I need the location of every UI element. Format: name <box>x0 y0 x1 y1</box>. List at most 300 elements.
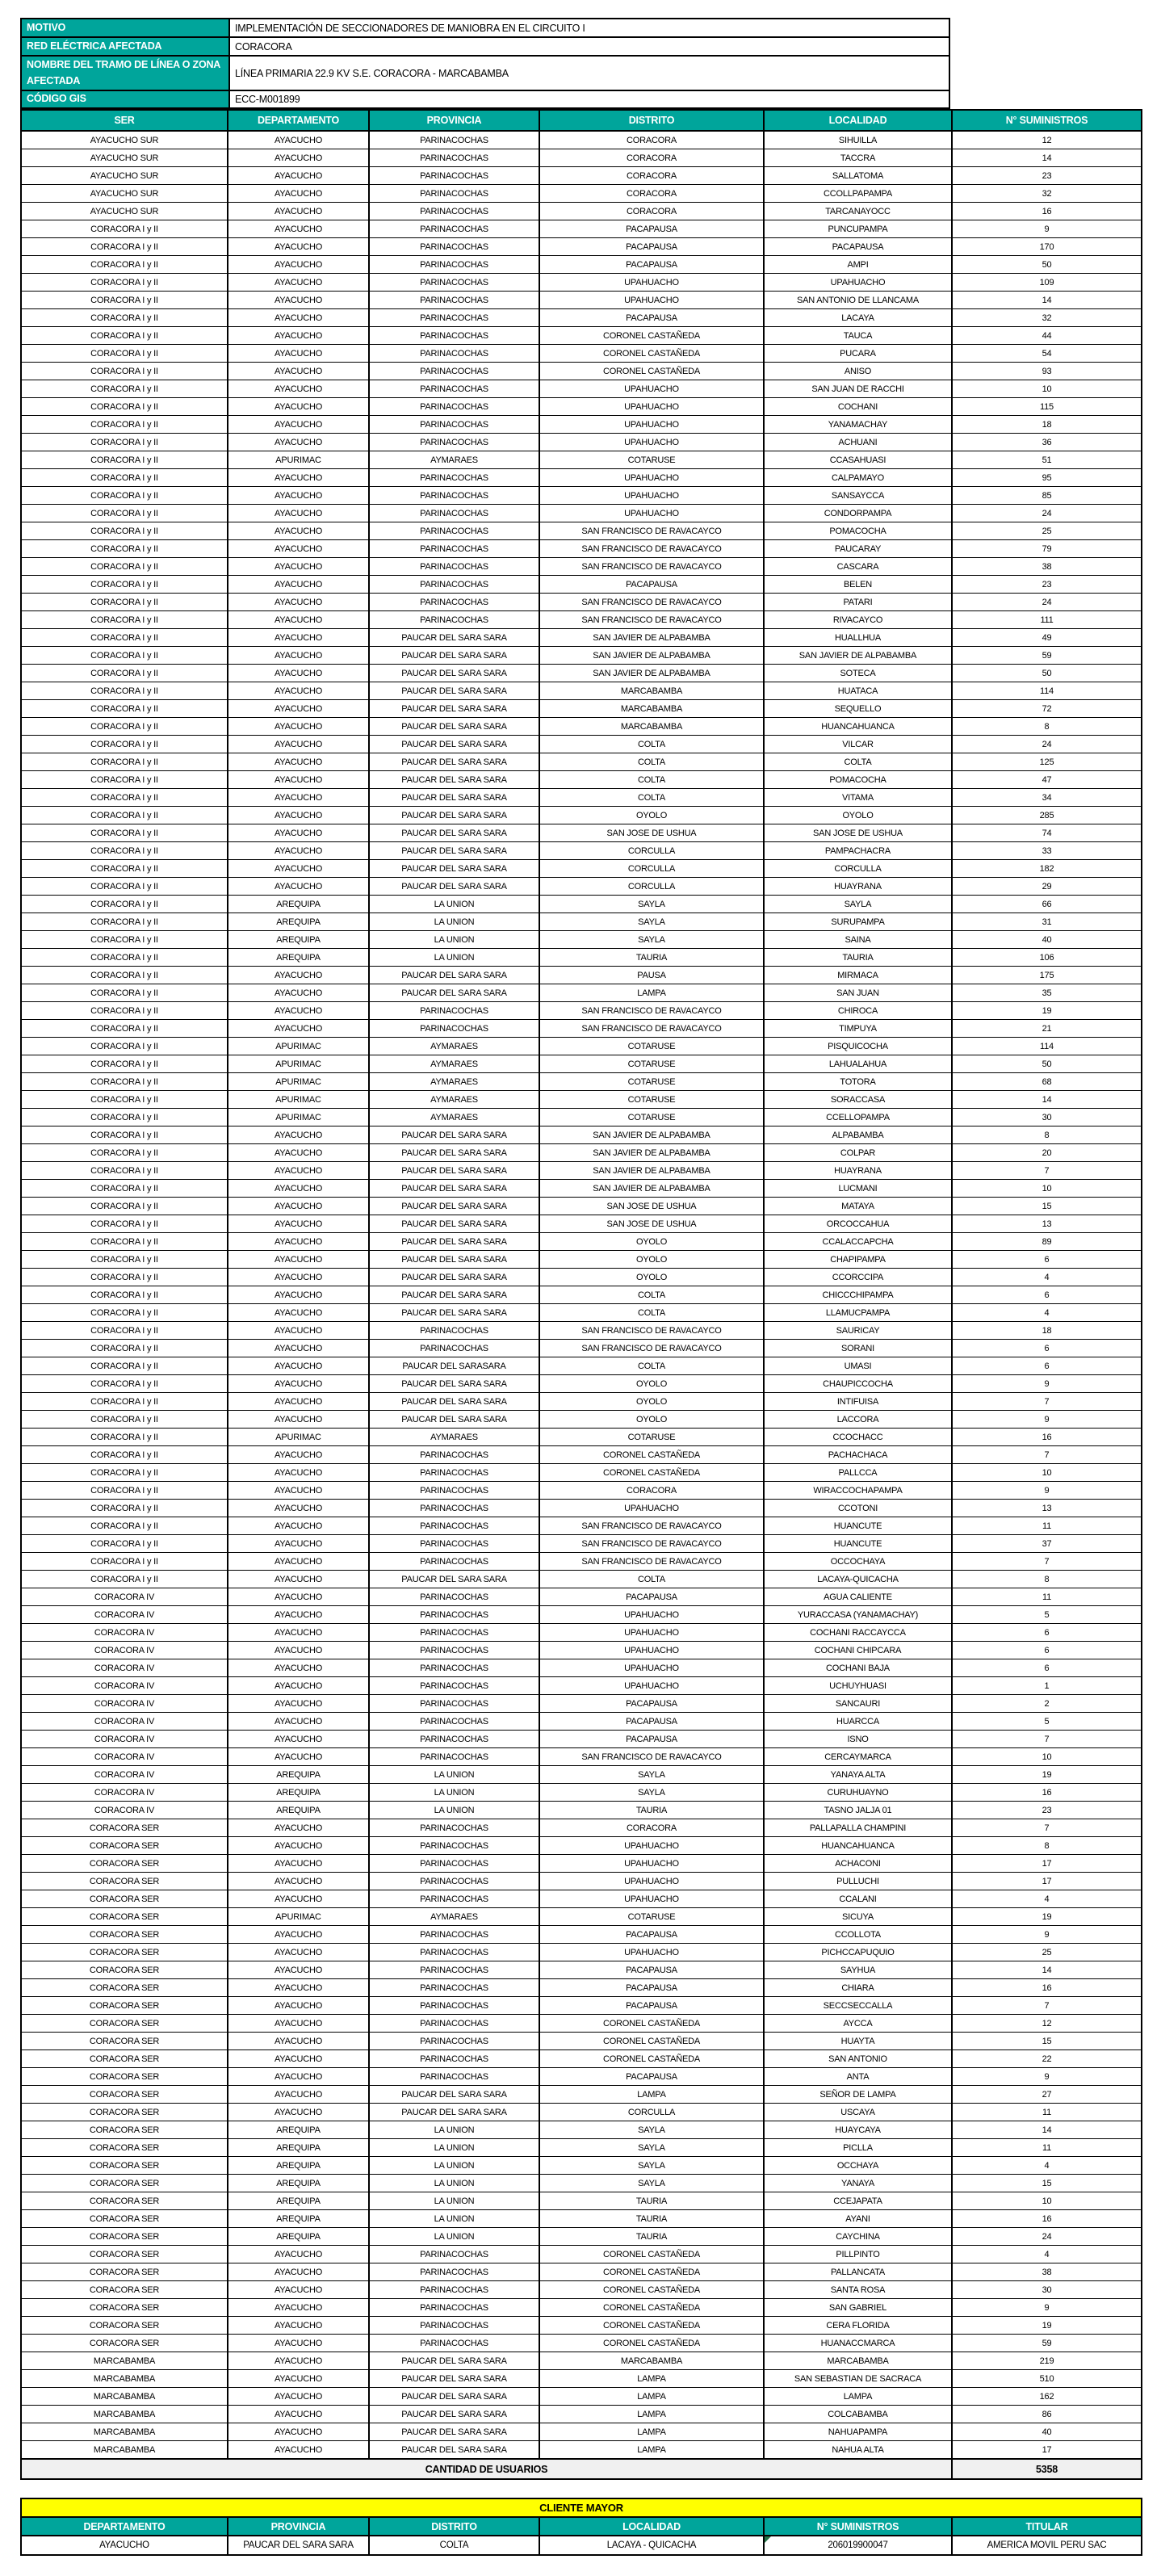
table-row <box>21 2406 1142 2423</box>
table-cell: 17 <box>952 1873 1142 1890</box>
table-cell: SAN JAVIER DE ALPABAMBA <box>539 629 764 647</box>
table-cell: AYACUCHO <box>228 149 369 167</box>
table-cell: AYACUCHO <box>228 1375 369 1393</box>
table-cell: CORACORA I y II <box>21 1073 228 1091</box>
table-cell: CORACORA I y II <box>21 1251 228 1269</box>
table-cell: CORACORA I y II <box>21 931 228 949</box>
table-cell: ANTA <box>764 2068 952 2086</box>
table-cell: CORACORA SER <box>21 2033 228 2050</box>
table-cell: 7 <box>952 1731 1142 1748</box>
table-cell: PARINACOCHAS <box>369 1446 539 1464</box>
table-cell: CORONEL CASTAÑEDA <box>539 2317 764 2335</box>
table-cell: 30 <box>952 2281 1142 2299</box>
table-cell: AYACUCHO <box>228 2406 369 2423</box>
table-cell: PARINACOCHAS <box>369 363 539 380</box>
table-cell: CCALANI <box>764 1890 952 1908</box>
table-cell: AYACUCHO <box>228 1340 369 1357</box>
table-cell: SAN ANTONIO <box>764 2050 952 2068</box>
table-cell: 44 <box>952 327 1142 345</box>
table-cell: 22 <box>952 2050 1142 2068</box>
info-value: ECC-M001899 <box>229 90 949 108</box>
table-cell: AYACUCHO <box>228 1659 369 1677</box>
table-cell: AREQUIPA <box>228 2121 369 2139</box>
table-cell: OYOLO <box>539 1411 764 1429</box>
table-row <box>21 1144 1142 1162</box>
cliente-mayor-cell: LACAYA - QUICACHA <box>539 2536 764 2555</box>
table-cell: AYACUCHO <box>228 1890 369 1908</box>
table-cell: CORACORA I y II <box>21 1517 228 1535</box>
table-row <box>21 1517 1142 1535</box>
table-cell: AREQUIPA <box>228 2210 369 2228</box>
table-cell: CORACORA I y II <box>21 1464 228 1482</box>
table-cell: LA UNION <box>369 2121 539 2139</box>
table-cell: PARINACOCHAS <box>369 1517 539 1535</box>
table-cell: PARINACOCHAS <box>369 1873 539 1890</box>
table-cell: 13 <box>952 1500 1142 1517</box>
table-cell: CORACORA I y II <box>21 1162 228 1180</box>
table-cell: SAYLA <box>539 896 764 913</box>
table-cell: PARINACOCHAS <box>369 256 539 274</box>
table-cell: AYANI <box>764 2210 952 2228</box>
table-cell: PAUCAR DEL SARA SARA <box>369 967 539 984</box>
table-cell: AREQUIPA <box>228 2192 369 2210</box>
table-cell: AREQUIPA <box>228 2175 369 2192</box>
table-cell: BELEN <box>764 576 952 594</box>
table-cell: SEÑOR DE LAMPA <box>764 2086 952 2104</box>
table-cell: PARINACOCHAS <box>369 1606 539 1624</box>
table-cell: SAN FRANCISCO DE RAVACAYCO <box>539 1340 764 1357</box>
table-cell: TACCRA <box>764 149 952 167</box>
table-cell: 2 <box>952 1695 1142 1713</box>
table-cell: CORACORA SER <box>21 1908 228 1926</box>
table-cell: PARINACOCHAS <box>369 1819 539 1837</box>
table-row <box>21 398 1142 416</box>
table-cell: SAN JUAN DE RACCHI <box>764 380 952 398</box>
table-row <box>21 1713 1142 1731</box>
table-cell: 11 <box>952 1588 1142 1606</box>
table-cell: PAUCAR DEL SARA SARA <box>369 1571 539 1588</box>
table-cell: 510 <box>952 2370 1142 2388</box>
table-cell: AYACUCHO <box>228 1126 369 1144</box>
table-cell: PACAPAUSA <box>539 2068 764 2086</box>
table-cell: HUALLHUA <box>764 629 952 647</box>
table-cell: AYACUCHO <box>228 824 369 842</box>
table-cell: CORACORA I y II <box>21 1198 228 1215</box>
table-cell: 170 <box>952 238 1142 256</box>
table-cell: COTARUSE <box>539 1038 764 1055</box>
table-cell: CORACORA IV <box>21 1624 228 1642</box>
table-cell: AYACUCHO <box>228 718 369 736</box>
table-cell: PAUCARAY <box>764 540 952 558</box>
table-cell: AYACUCHO <box>228 1304 369 1322</box>
table-cell: CORACORA SER <box>21 2175 228 2192</box>
info-value: IMPLEMENTACIÓN DE SECCIONADORES DE MANIOBRA EN EL CIRCUITO I <box>229 19 949 37</box>
table-row <box>21 931 1142 949</box>
table-cell: CAYCHINA <box>764 2228 952 2246</box>
table-cell: PACAPAUSA <box>539 1997 764 2015</box>
table-cell: LA UNION <box>369 949 539 967</box>
table-cell: AYACUCHO <box>228 878 369 896</box>
table-cell: AYACUCHO <box>228 220 369 238</box>
table-cell: HUAYTA <box>764 2033 952 2050</box>
table-row <box>21 647 1142 665</box>
table-cell: CORACORA I y II <box>21 1215 228 1233</box>
table-cell: ACHACONI <box>764 1855 952 1873</box>
table-row <box>21 807 1142 824</box>
table-row <box>21 1553 1142 1571</box>
table-cell: 19 <box>952 1766 1142 1784</box>
table-cell: CORACORA <box>539 149 764 167</box>
table-cell: CORACORA I y II <box>21 540 228 558</box>
table-cell: AYACUCHO <box>228 2104 369 2121</box>
table-cell: PACAPAUSA <box>539 576 764 594</box>
table-cell: AYACUCHO <box>228 1322 369 1340</box>
table-cell: CORACORA SER <box>21 2121 228 2139</box>
table-cell: SAN FRANCISCO DE RAVACAYCO <box>539 594 764 611</box>
table-cell: AREQUIPA <box>228 1784 369 1802</box>
table-cell: SAN JAVIER DE ALPABAMBA <box>539 665 764 682</box>
table-cell: AYACUCHO <box>228 1819 369 1837</box>
table-cell: CORACORA I y II <box>21 1180 228 1198</box>
table-cell: CORACORA I y II <box>21 1571 228 1588</box>
table-cell: PACAPAUSA <box>764 238 952 256</box>
table-row <box>21 1624 1142 1642</box>
table-cell: PARINACOCHAS <box>369 469 539 487</box>
table-cell: PARINACOCHAS <box>369 1997 539 2015</box>
table-cell: PARINACOCHAS <box>369 203 539 220</box>
table-cell: CORACORA I y II <box>21 1109 228 1126</box>
table-cell: 114 <box>952 682 1142 700</box>
table-cell: PACAPAUSA <box>539 1713 764 1731</box>
table-cell: PACAPAUSA <box>539 1961 764 1979</box>
table-row <box>21 220 1142 238</box>
table-cell: CORACORA IV <box>21 1802 228 1819</box>
table-cell: AYMARAES <box>369 451 539 469</box>
table-cell: PARINACOCHAS <box>369 1500 539 1517</box>
column-header: DISTRITO <box>369 2517 539 2536</box>
table-cell: PARINACOCHAS <box>369 2335 539 2352</box>
table-cell: MARCABAMBA <box>21 2423 228 2441</box>
table-cell: MATAYA <box>764 1198 952 1215</box>
table-cell: CORACORA I y II <box>21 1393 228 1411</box>
table-cell: CORACORA SER <box>21 2139 228 2157</box>
table-cell: CORACORA SER <box>21 1837 228 1855</box>
table-cell: COLTA <box>539 1286 764 1304</box>
table-row <box>21 629 1142 647</box>
table-cell: CORACORA SER <box>21 1926 228 1944</box>
table-cell: CORACORA SER <box>21 2299 228 2317</box>
table-cell: AYACUCHO <box>228 1979 369 1997</box>
table-cell: CORACORA IV <box>21 1677 228 1695</box>
table-cell: SANTA ROSA <box>764 2281 952 2299</box>
table-cell: LAMPA <box>539 984 764 1002</box>
table-row <box>21 309 1142 327</box>
table-row <box>21 380 1142 398</box>
table-cell: CALPAMAYO <box>764 469 952 487</box>
table-cell: AREQUIPA <box>228 896 369 913</box>
table-row <box>21 256 1142 274</box>
table-cell: 86 <box>952 2406 1142 2423</box>
info-label: RED ELÉCTRICA AFECTADA <box>21 37 229 56</box>
table-cell: CORACORA I y II <box>21 1535 228 1553</box>
table-cell: SAN JOSE DE USHUA <box>764 824 952 842</box>
table-cell: CORCULLA <box>539 860 764 878</box>
table-row <box>21 238 1142 256</box>
table-cell: 59 <box>952 647 1142 665</box>
table-cell: AYACUCHO <box>228 274 369 292</box>
table-cell: PARINACOCHAS <box>369 594 539 611</box>
table-cell: PARINACOCHAS <box>369 2033 539 2050</box>
info-row <box>21 56 949 90</box>
column-header: DISTRITO <box>539 110 764 131</box>
table-cell: MARCABAMBA <box>539 2352 764 2370</box>
table-cell: CORACORA SER <box>21 2192 228 2210</box>
table-cell: AYACUCHO <box>228 1731 369 1748</box>
table-cell: 32 <box>952 309 1142 327</box>
table-cell: 38 <box>952 2263 1142 2281</box>
info-row <box>21 90 949 108</box>
table-cell: OYOLO <box>539 807 764 824</box>
table-cell: 19 <box>952 1002 1142 1020</box>
table-cell: TAURIA <box>539 2210 764 2228</box>
table-cell: AYACUCHO <box>228 771 369 789</box>
table-cell: PAUCAR DEL SARA SARA <box>369 860 539 878</box>
table-cell: LAMPA <box>539 2423 764 2441</box>
table-cell: AYACUCHO <box>228 1446 369 1464</box>
table-row <box>21 2192 1142 2210</box>
table-row <box>21 1588 1142 1606</box>
table-row <box>21 2139 1142 2157</box>
info-value: CORACORA <box>229 37 949 56</box>
table-cell: PARINACOCHAS <box>369 1837 539 1855</box>
table-cell: 23 <box>952 1802 1142 1819</box>
table-cell: AYACUCHO <box>228 327 369 345</box>
table-cell: 21 <box>952 1020 1142 1038</box>
table-cell: PARINACOCHAS <box>369 398 539 416</box>
table-cell: CORACORA I y II <box>21 576 228 594</box>
table-row <box>21 2068 1142 2086</box>
table-cell: CORACORA I y II <box>21 753 228 771</box>
table-cell: SAYLA <box>539 913 764 931</box>
table-cell: AYACUCHO <box>228 2281 369 2299</box>
table-cell: LAMPA <box>764 2388 952 2406</box>
table-cell: CORACORA I y II <box>21 1553 228 1571</box>
table-row <box>21 1126 1142 1144</box>
cliente-mayor-title-row <box>21 2498 1142 2517</box>
table-cell: 16 <box>952 1784 1142 1802</box>
table-cell: AREQUIPA <box>228 949 369 967</box>
table-cell: 50 <box>952 665 1142 682</box>
table-cell: UPAHUACHO <box>539 487 764 505</box>
table-cell: 10 <box>952 380 1142 398</box>
table-cell: SAN JAVIER DE ALPABAMBA <box>539 647 764 665</box>
table-cell: AYACUCHO <box>228 2423 369 2441</box>
table-cell: 219 <box>952 2352 1142 2370</box>
table-cell: ISNO <box>764 1731 952 1748</box>
table-cell: CORACORA I y II <box>21 611 228 629</box>
table-cell: 7 <box>952 1393 1142 1411</box>
table-cell: PAUCAR DEL SARA SARA <box>369 1180 539 1198</box>
table-cell: CHAUPICCOCHA <box>764 1375 952 1393</box>
table-cell: TAURIA <box>539 2192 764 2210</box>
table-cell: AYACUCHO <box>228 2086 369 2104</box>
table-cell: COTARUSE <box>539 451 764 469</box>
table-cell: LA UNION <box>369 913 539 931</box>
table-cell: 14 <box>952 149 1142 167</box>
table-row <box>21 2335 1142 2352</box>
table-cell: PACAPAUSA <box>539 220 764 238</box>
table-cell: CORACORA I y II <box>21 824 228 842</box>
table-cell: 8 <box>952 718 1142 736</box>
table-cell: AYACUCHO <box>228 1677 369 1695</box>
table-row <box>21 2175 1142 2192</box>
table-cell: COTARUSE <box>539 1908 764 1926</box>
table-cell: 182 <box>952 860 1142 878</box>
table-cell: 51 <box>952 451 1142 469</box>
table-cell: 25 <box>952 522 1142 540</box>
table-cell: CONDORPAMPA <box>764 505 952 522</box>
table-cell: 16 <box>952 1979 1142 1997</box>
table-cell: CORACORA I y II <box>21 807 228 824</box>
table-cell: PACAPAUSA <box>539 1695 764 1713</box>
column-header: PROVINCIA <box>228 2517 369 2536</box>
table-cell: 54 <box>952 345 1142 363</box>
table-cell: PALLANCATA <box>764 2263 952 2281</box>
table-row <box>21 1340 1142 1357</box>
table-cell: OYOLO <box>539 1233 764 1251</box>
table-cell: APURIMAC <box>228 1429 369 1446</box>
table-cell: LA UNION <box>369 2175 539 2192</box>
table-row <box>21 1535 1142 1553</box>
table-cell: CORACORA IV <box>21 1766 228 1784</box>
table-row <box>21 451 1142 469</box>
table-cell: AYACUCHO <box>228 842 369 860</box>
table-cell: CCOLLOTA <box>764 1926 952 1944</box>
table-cell: COCHANI <box>764 398 952 416</box>
table-cell: CHIARA <box>764 1979 952 1997</box>
table-cell: 95 <box>952 469 1142 487</box>
table-cell: LA UNION <box>369 1766 539 1784</box>
table-cell: WIRACCOCHAPAMPA <box>764 1482 952 1500</box>
table-cell: SAN FRANCISCO DE RAVACAYCO <box>539 1748 764 1766</box>
table-cell: PARINACOCHAS <box>369 220 539 238</box>
table-cell: SOTECA <box>764 665 952 682</box>
table-cell: PARINACOCHAS <box>369 149 539 167</box>
table-cell: CORACORA IV <box>21 1588 228 1606</box>
table-cell: CORACORA I y II <box>21 451 228 469</box>
table-cell: PUCARA <box>764 345 952 363</box>
table-row <box>21 1606 1142 1624</box>
table-cell: PARINACOCHAS <box>369 2263 539 2281</box>
table-cell: PAUCAR DEL SARA SARA <box>369 1162 539 1180</box>
table-cell: 29 <box>952 878 1142 896</box>
table-cell: CORACORA I y II <box>21 647 228 665</box>
table-cell: HUAYRANA <box>764 1162 952 1180</box>
table-row <box>21 1322 1142 1340</box>
table-cell: CORACORA SER <box>21 2263 228 2281</box>
table-cell: UPAHUACHO <box>539 274 764 292</box>
table-cell: PAUCAR DEL SARA SARA <box>369 647 539 665</box>
table-cell: PARINACOCHAS <box>369 345 539 363</box>
table-cell: PARINACOCHAS <box>369 540 539 558</box>
table-cell: 6 <box>952 1659 1142 1677</box>
table-cell: AREQUIPA <box>228 913 369 931</box>
table-cell: SANCAURI <box>764 1695 952 1713</box>
table-cell: PAUCAR DEL SARA SARA <box>369 1144 539 1162</box>
table-cell: COCHANI CHIPCARA <box>764 1642 952 1659</box>
table-row <box>21 1180 1142 1198</box>
table-cell: 79 <box>952 540 1142 558</box>
table-cell: PAUCAR DEL SARA SARA <box>369 1269 539 1286</box>
table-cell: SORANI <box>764 1340 952 1357</box>
table-cell: 4 <box>952 1304 1142 1322</box>
table-cell: 24 <box>952 594 1142 611</box>
table-cell: CORACORA I y II <box>21 1002 228 1020</box>
table-cell: UPAHUACHO <box>539 398 764 416</box>
table-cell: AYACUCHO <box>228 1393 369 1411</box>
table-row <box>21 2104 1142 2121</box>
table-cell: SAN JOSE DE USHUA <box>539 1215 764 1233</box>
column-header: LOCALIDAD <box>764 110 952 131</box>
table-cell: 47 <box>952 771 1142 789</box>
table-cell: MARCABAMBA <box>21 2352 228 2370</box>
table-cell: SAN FRANCISCO DE RAVACAYCO <box>539 1322 764 1340</box>
table-cell: OCCHAYA <box>764 2157 952 2175</box>
table-cell: CORACORA I y II <box>21 1144 228 1162</box>
table-cell: CCELLOPAMPA <box>764 1109 952 1126</box>
table-cell: AYACUCHO <box>228 1269 369 1286</box>
table-cell: LAMPA <box>539 2406 764 2423</box>
table-cell: AYMARAES <box>369 1055 539 1073</box>
table-cell: AYACUCHO <box>228 1606 369 1624</box>
table-cell: AYACUCHO <box>228 1517 369 1535</box>
table-cell: LACAYA-QUICACHA <box>764 1571 952 1588</box>
table-cell: PARINACOCHAS <box>369 611 539 629</box>
table-cell: PARINACOCHAS <box>369 380 539 398</box>
table-cell: COLTA <box>764 753 952 771</box>
table-cell: CORACORA I y II <box>21 771 228 789</box>
table-cell: 20 <box>952 1144 1142 1162</box>
table-cell: CORACORA I y II <box>21 1304 228 1322</box>
table-cell: 115 <box>952 398 1142 416</box>
table-row <box>21 1411 1142 1429</box>
table-cell: CERA FLORIDA <box>764 2317 952 2335</box>
table-row <box>21 2246 1142 2263</box>
column-header: TITULAR <box>952 2517 1142 2536</box>
table-cell: 14 <box>952 292 1142 309</box>
table-cell: PAUCAR DEL SARA SARA <box>369 1233 539 1251</box>
table-cell: PILLPINTO <box>764 2246 952 2263</box>
table-cell: OYOLO <box>539 1375 764 1393</box>
table-cell: AYACUCHO <box>228 1482 369 1500</box>
table-cell: CORACORA <box>539 185 764 203</box>
table-cell: AYACUCHO SUR <box>21 131 228 149</box>
table-cell: PALLAPALLA CHAMPINI <box>764 1819 952 1837</box>
table-cell: ANISO <box>764 363 952 380</box>
table-cell: 38 <box>952 558 1142 576</box>
table-cell: COLPAR <box>764 1144 952 1162</box>
table-cell: AYACUCHO <box>228 398 369 416</box>
table-cell: CHICCCHIPAMPA <box>764 1286 952 1304</box>
table-cell: CORACORA I y II <box>21 1340 228 1357</box>
table-cell: PARINACOCHAS <box>369 505 539 522</box>
table-row <box>21 1286 1142 1304</box>
table-cell: AYACUCHO <box>228 1535 369 1553</box>
table-cell: AYACUCHO <box>228 753 369 771</box>
table-cell: HUAYRANA <box>764 878 952 896</box>
table-cell: PACAPAUSA <box>539 1588 764 1606</box>
table-cell: AYACUCHO <box>228 1873 369 1890</box>
